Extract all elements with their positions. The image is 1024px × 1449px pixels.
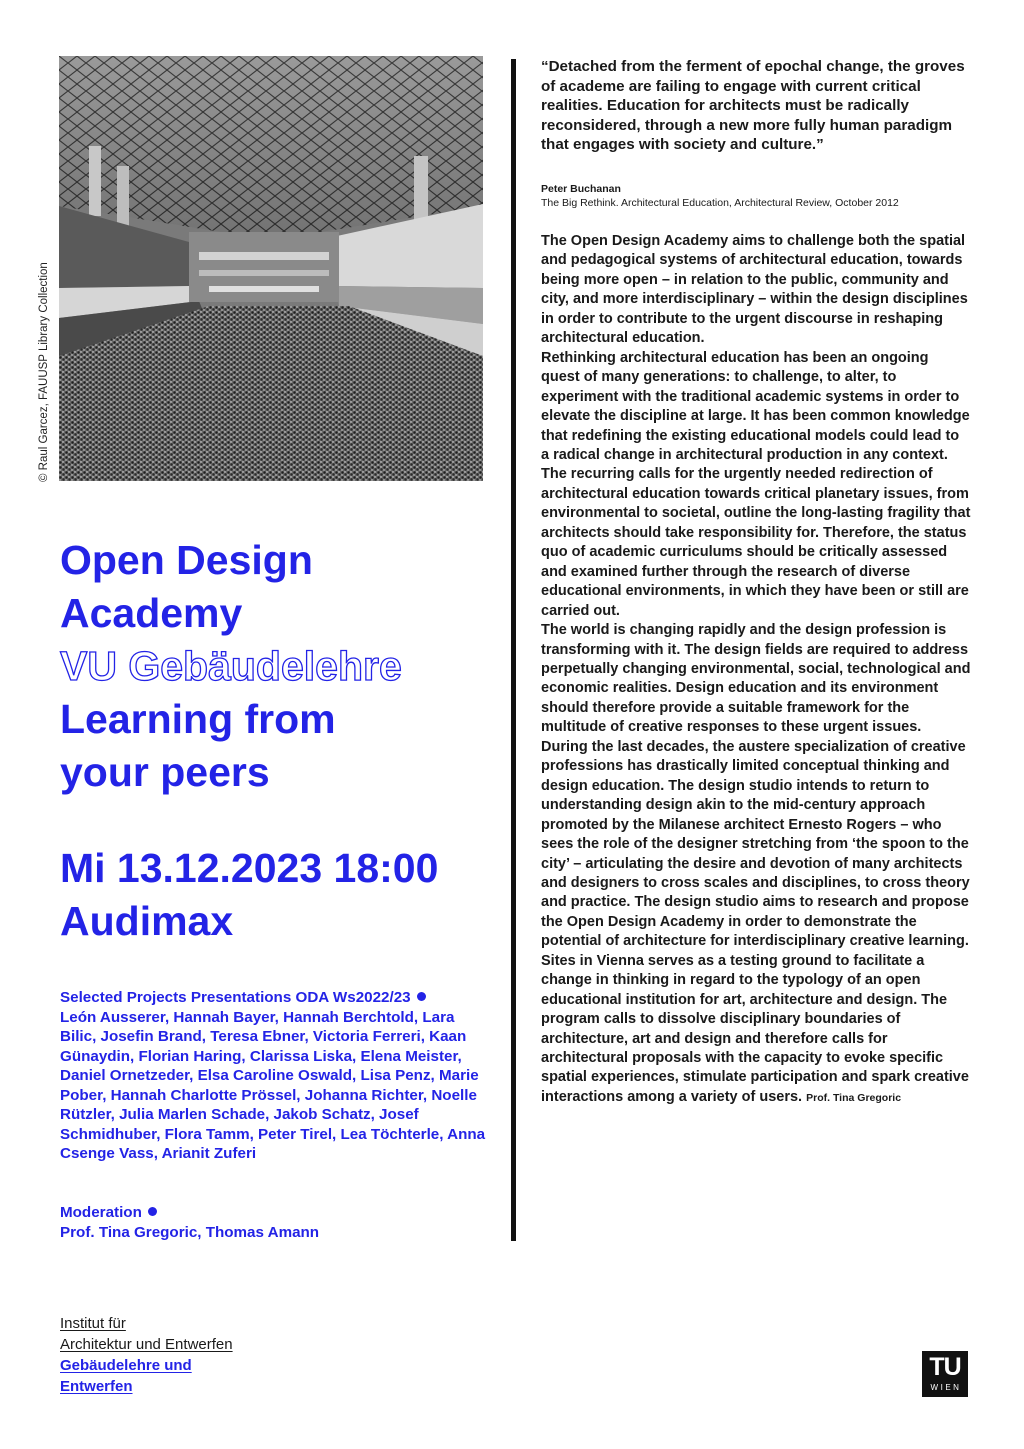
bullet-dot-icon [417, 992, 426, 1001]
department-line-1: Gebäudelehre und [60, 1357, 192, 1374]
vertical-divider [511, 59, 516, 1241]
moderation-heading: Moderation [60, 1204, 142, 1221]
institute-line-1: Institut für [60, 1315, 126, 1332]
tu-wien-logo [922, 1351, 968, 1397]
quote-source: The Big Rethink. Architectural Education, Architectural Review, October 2012 [541, 197, 899, 209]
event-location: Audimax [60, 898, 234, 944]
quote-author: Peter Buchanan [541, 183, 621, 195]
institute-line-2: Architektur und Entwerfen [60, 1336, 233, 1353]
body-paragraph-text: The world is changing rapidly and the design profession is transforming with it. The design fields are required to address perpetually changing environmental, social, technological and economic realities. Design education and its environment should therefore provide a suitable framework for the multitude of creative responses to these urgent issues. During the last decades, the austere specialization of creative professions has drastically limited conceptual thinking and design education. The design studio intends to return to understanding design akin to the mid-century approach promoted by the Milanese architect Ernesto Rogers – who sees the role of the designer stretching from ‘the spoon to the city’ – articulating the desire and devotion of many architects and designers to cross scales and disciplines, to cross theory and practice. The design studio aims to research and propose the Open Design Academy in order to demonstrate the potential of architecture for interdisciplinary creative learning. Sites in Vienna serves as a testing ground to facilitate a change in thinking in regard to the typology of an open educational institution for art, architecture and design. The program calls to dissolve disciplinary boundaries of architecture, art and design and therefore calls for architectural proposals with the capacity to evoke specific spatial experiences, stimulate participation and spark creative interactions among a variety of users. [541, 622, 971, 1105]
body-text [541, 232, 971, 1108]
projects-section [60, 988, 490, 1164]
quote-text: “Detached from the ferment of epochal change, the groves of academe are failing to engage with current critical realities. Education for architects must be radically reconsidered, through a new more fully human paradigm that engages with society and culture.” [541, 58, 965, 154]
body-paragraph: Rethinking architectural education has been an ongoing quest of many generations: to challenge, to alter, to experiment with the traditional academic systems in order to elevate the discipline at large. It has been common knowledge that redefining the existing educational models could lead to a radical change in architectural production in any context. The recurring calls for the urgently needed redirection of architectural education towards critical planetary issues, from environmental to societal, outline the long-lasting fragility that architects should take responsibility for. Therefore, the status quo of academic curriculums should be critically assessed and examined further through the research of diverse educational environments, in which they have been or still are carried out. [541, 349, 971, 619]
logo-wien-text: WIEN [930, 1383, 962, 1392]
title-line-peers: your peers [60, 749, 270, 795]
projects-names: León Ausserer, Hannah Bayer, Hannah Berchtold, Lara Bilic, Josefin Brand, Teresa Ebner, Victoria Ferreri, Kaan Günaydin, Florian Haring, Clarissa Liska, Elena Meister, Daniel Ornetzeder, Elsa Caroline Oswald, Lisa Penz, Marie Pober, Hannah Charlotte Prössel, Johanna Richter, Noelle Rützler, Julia Marlen Schade, Jakob Schatz, Josef Schmidhuber, Flora Tamm, Peter Tirel, Lea Töchterle, Anna Csenge Vass, Arianit Zuferi [60, 1008, 486, 1162]
hall-photo [59, 56, 483, 481]
body-signature: Prof. Tina Gregoric [806, 1091, 902, 1104]
institute-block [60, 1313, 233, 1397]
logo-tu-text: TU [929, 1353, 961, 1381]
title-line-learning: Learning from [60, 696, 336, 742]
event-date-time: Mi 13.12.2023 18:00 [60, 845, 439, 891]
title-line-open-design: Open Design [60, 537, 313, 583]
projects-heading: Selected Projects Presentations ODA Ws2022/23 [60, 989, 411, 1006]
body-paragraph: The Open Design Academy aims to challenge both the spatial and pedagogical systems of architectural education, towards being more open – in relation to the public, community and city, and more interdisciplinary – within the design disciplines in order to contribute to the urgent discourse in reshaping architectural education. [541, 233, 968, 347]
title-line-academy: Academy [60, 590, 243, 636]
moderation-section [60, 1203, 490, 1242]
title-line-course: VU Gebäudelehre [60, 643, 402, 689]
bullet-dot-icon [148, 1207, 157, 1216]
photo-credit: © Raul Garcez, FAUUSP Library Collection [38, 262, 50, 482]
hall-photo-graphic [59, 56, 483, 481]
event-title [60, 534, 402, 799]
department-line-2: Entwerfen [60, 1378, 133, 1395]
body-paragraph-last [541, 621, 971, 1108]
event-datetime [60, 842, 438, 948]
moderation-names: Prof. Tina Gregoric, Thomas Amann [60, 1223, 320, 1241]
